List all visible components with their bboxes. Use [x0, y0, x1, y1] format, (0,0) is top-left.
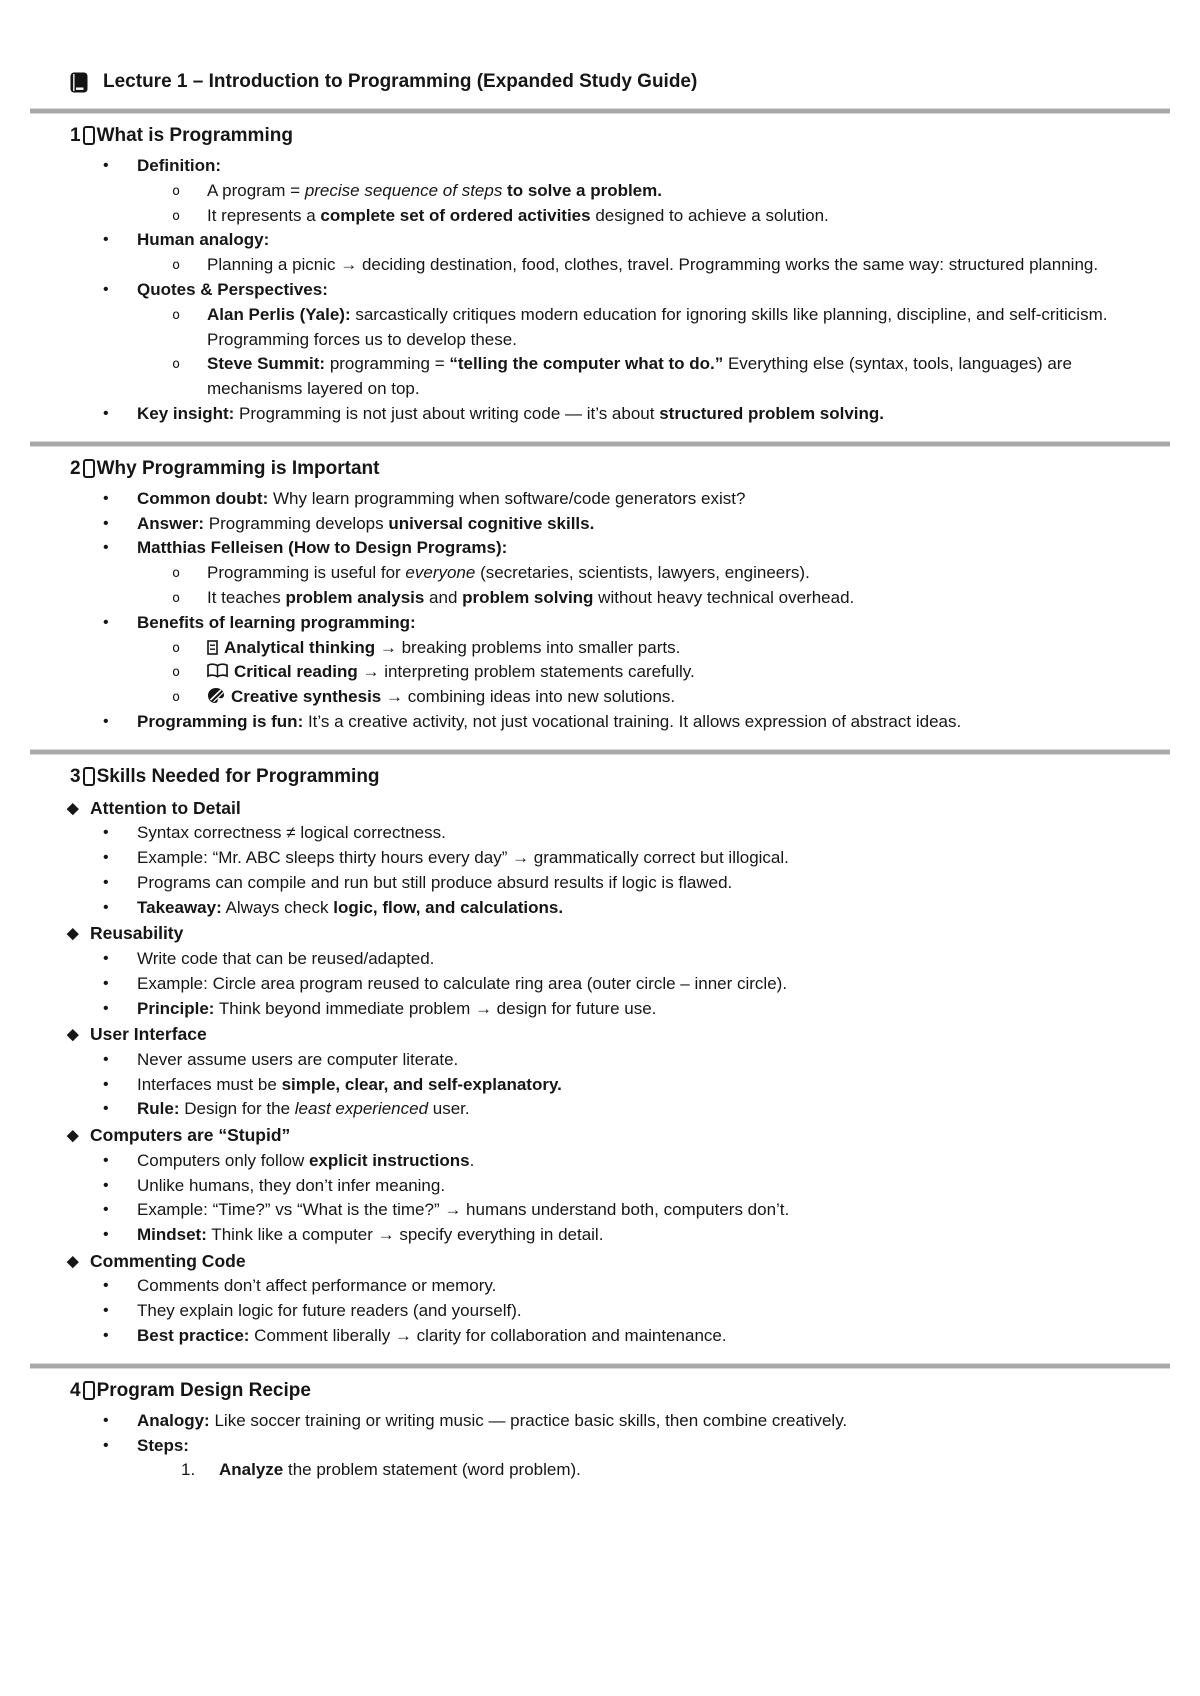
bullet-glyph: 1.: [181, 1460, 196, 1480]
text-run: sarcastically critiques modern education for ignoring skills like planning, discipline, and self-criticism. Programming forces us to develop these.: [207, 304, 1108, 349]
text-run: complete set of ordered activities: [320, 205, 591, 225]
bullet-glyph: o: [172, 257, 181, 274]
list-item: [70, 997, 1144, 1022]
bullet-glyph: •: [103, 489, 109, 507]
list-item: [70, 154, 1144, 179]
subsection-heading: [67, 920, 1144, 947]
section-heading: [70, 122, 1144, 149]
bullet-glyph: •: [103, 824, 109, 842]
section-number: 3: [70, 765, 81, 787]
text-run: → breaking problems into smaller parts.: [375, 637, 681, 657]
text-run: Why learn programming when software/code generators exist?: [268, 488, 746, 508]
text-run: Design for the: [179, 1099, 295, 1119]
text-run: everyone: [405, 563, 476, 583]
list-item: [70, 253, 1144, 278]
text-run: → combining ideas into new solutions.: [381, 687, 676, 707]
bullet-glyph: •: [103, 1100, 109, 1118]
subsection-heading: [67, 1021, 1144, 1048]
list-item: [70, 947, 1144, 972]
list-item: [70, 710, 1144, 735]
text-run: universal cognitive skills.: [388, 513, 595, 533]
text-run: Comments don’t affect performance or memory.: [137, 1276, 497, 1296]
text-run: Common doubt:: [137, 488, 269, 508]
text-run: Principle:: [137, 998, 215, 1018]
bullet-glyph: •: [103, 1075, 109, 1093]
text-run: Example: Circle area program reused to calculate ring area (outer circle – inner circle).: [137, 973, 788, 993]
text-run: user.: [428, 1099, 470, 1119]
bullet-glyph: o: [172, 207, 181, 224]
bullet-glyph: o: [172, 664, 181, 681]
text-run: Programming is not just about writing code — it’s about: [234, 403, 660, 423]
bullet-glyph: •: [103, 999, 109, 1017]
list-item: [70, 1223, 1144, 1248]
bullet-glyph: o: [172, 356, 181, 373]
text-run: Like soccer training or writing music — practice basic skills, then combine creatively.: [209, 1410, 848, 1430]
bullet-glyph: •: [103, 949, 109, 967]
list-item: [70, 1198, 1144, 1223]
list-item: [70, 1434, 1144, 1459]
list-item: [70, 1458, 1144, 1483]
text-run: Mindset:: [137, 1225, 207, 1245]
text-run: Attention to Detail: [90, 797, 241, 818]
palette-icon: [207, 687, 225, 704]
text-run: without heavy technical overhead.: [593, 587, 855, 607]
subsection-heading: [67, 1122, 1144, 1149]
section-heading: [70, 1377, 1144, 1404]
list-item: [70, 1073, 1144, 1098]
keycap-box-icon: [83, 1381, 95, 1400]
bullet-glyph: •: [103, 849, 109, 867]
section-divider: [30, 441, 1170, 447]
text-run: Example: “Mr. ABC sleeps thirty hours every day” → grammatically correct but illogical.: [137, 848, 789, 868]
bullet-glyph: •: [103, 1411, 109, 1429]
bullet-glyph: o: [172, 565, 181, 582]
bullet-glyph: •: [103, 157, 109, 174]
text-run: problem analysis: [285, 587, 425, 607]
bullet-glyph: •: [103, 280, 109, 298]
bullet-glyph: •: [103, 1050, 109, 1068]
text-run: .: [469, 1150, 475, 1170]
bullet-glyph: •: [103, 1176, 109, 1194]
text-run: Benefits of learning programming:: [137, 612, 416, 632]
text-run: Syntax correctness ≠ logical correctness.: [137, 823, 446, 843]
bullet-glyph: •: [103, 1201, 109, 1219]
list-item: [70, 402, 1144, 427]
section-heading: [70, 763, 1144, 790]
text-run: Always check: [221, 897, 334, 917]
list-item: [70, 636, 1144, 661]
text-run: Analytical thinking: [224, 637, 376, 657]
text-run: Best practice:: [137, 1325, 250, 1345]
list-item: [70, 536, 1144, 561]
list-item: [70, 228, 1144, 253]
text-run: Definition:: [137, 156, 222, 175]
bullet-glyph: •: [103, 1326, 109, 1344]
text-run: Interfaces must be: [137, 1074, 282, 1094]
text-run: Human analogy:: [137, 230, 270, 250]
list-item: [70, 179, 1144, 204]
document-body: [67, 108, 1144, 1483]
bullet-glyph: •: [103, 1151, 109, 1169]
list-item: [70, 871, 1144, 896]
bullet-glyph: o: [172, 689, 181, 706]
text-run: Quotes & Perspectives:: [137, 279, 328, 299]
subsection-heading: [67, 795, 1144, 822]
text-run: precise sequence of steps: [304, 180, 503, 200]
list-item: [70, 1149, 1144, 1174]
bullet-glyph: •: [103, 514, 109, 532]
text-run: Computers only follow: [137, 1150, 309, 1170]
book-icon: [70, 72, 88, 93]
text-run: Analyze: [219, 1460, 284, 1480]
open-book-icon: [207, 663, 228, 679]
section-heading-text: What is Programming: [96, 125, 293, 146]
bullet-glyph: o: [172, 182, 181, 199]
text-run: simple, clear, and self-explanatory.: [281, 1074, 562, 1094]
bullet-glyph: •: [103, 974, 109, 992]
text-run: Comment liberally → clarity for collaboration and maintenance.: [249, 1325, 727, 1345]
keycap-box-icon: [83, 767, 95, 786]
list-item: [70, 586, 1144, 611]
list-item: [70, 303, 1144, 353]
text-run: Key insight:: [137, 403, 235, 423]
document-title: [70, 70, 1144, 94]
list-item: [70, 512, 1144, 537]
bullet-glyph: •: [103, 613, 109, 631]
section-heading: [70, 455, 1144, 482]
list-item: [70, 352, 1144, 402]
section-heading-text: Program Design Recipe: [96, 1379, 311, 1401]
list-item: [70, 487, 1144, 512]
section-heading-text: Why Programming is Important: [96, 457, 380, 479]
bullet-glyph: o: [172, 589, 181, 606]
text-run: Write code that can be reused/adapted.: [137, 948, 435, 968]
text-run: Reusability: [90, 923, 184, 944]
text-run: Programming is fun:: [137, 711, 304, 731]
text-run: Think like a computer → specify everything in detail.: [206, 1225, 604, 1245]
text-run: Commenting Code: [90, 1250, 246, 1271]
list-item: [70, 1174, 1144, 1199]
text-run: Critical reading: [234, 662, 358, 682]
list-item: [70, 1274, 1144, 1299]
text-run: Planning a picnic → deciding destination, food, clothes, travel. Programming works the same way: structured planning.: [207, 255, 1099, 275]
text-run: It’s a creative activity, not just vocational training. It allows expression of abstract ideas.: [303, 711, 962, 731]
bullet-glyph: •: [103, 231, 109, 249]
section-divider: [30, 749, 1170, 755]
list-item: [70, 1409, 1144, 1434]
bullet-glyph: ◆: [67, 1127, 79, 1145]
bullet-glyph: •: [103, 898, 109, 916]
text-run: Steve Summit:: [207, 354, 326, 374]
bullet-glyph: •: [103, 404, 109, 422]
list-item: [70, 561, 1144, 586]
section-divider: [30, 108, 1170, 114]
text-run: → interpreting problem statements carefully.: [357, 662, 695, 682]
subsection-heading: [67, 1248, 1144, 1275]
bullet-glyph: o: [172, 306, 181, 323]
text-run: Example: “Time?” vs “What is the time?” → humans understand both, computers don’t.: [137, 1200, 790, 1220]
list-item: [70, 821, 1144, 846]
bullet-glyph: ◆: [67, 1252, 79, 1270]
list-item: [70, 278, 1144, 303]
text-run: the problem statement (word problem).: [283, 1460, 581, 1480]
text-run: designed to achieve a solution.: [590, 205, 829, 225]
text-run: programming =: [325, 354, 450, 374]
text-run: It represents a: [207, 205, 321, 225]
text-run: Steps:: [137, 1435, 189, 1455]
text-run: It teaches: [207, 587, 286, 607]
text-run: (secretaries, scientists, lawyers, engineers).: [475, 563, 810, 583]
section-number: 4: [70, 1379, 81, 1401]
text-run: Computers are “Stupid”: [90, 1125, 291, 1146]
keycap-box-icon: [83, 126, 95, 145]
text-run: and: [424, 587, 463, 607]
section-number: 2: [70, 457, 81, 479]
bullet-glyph: •: [103, 873, 109, 891]
list-item: [70, 660, 1144, 685]
list-item: [70, 685, 1144, 710]
text-run: Matthias Felleisen (How to Design Programs):: [137, 538, 508, 558]
section-divider: [30, 1363, 1170, 1369]
text-run: “telling the computer what to do.”: [449, 354, 724, 374]
bullet-glyph: •: [103, 539, 109, 557]
document-title-text: Lecture 1 – Introduction to Programming (Expanded Study Guide): [103, 71, 698, 92]
text-run: Programming is useful for: [207, 563, 406, 583]
text-run: to solve a problem.: [502, 180, 662, 200]
text-run: User Interface: [90, 1024, 207, 1045]
bullet-glyph: •: [103, 1226, 109, 1244]
text-run: Takeaway:: [137, 897, 222, 917]
list-item: [70, 1299, 1144, 1324]
list-item: [70, 1097, 1144, 1122]
bullet-glyph: o: [172, 639, 181, 656]
text-run: Answer:: [137, 513, 205, 533]
text-run: They explain logic for future readers (and yourself).: [137, 1301, 522, 1321]
bullet-glyph: •: [103, 1436, 109, 1454]
text-run: Think beyond immediate problem → design for future use.: [214, 998, 657, 1018]
text-run: explicit instructions: [308, 1150, 470, 1170]
text-run: A program =: [207, 180, 305, 200]
section-number: 1: [70, 125, 81, 146]
text-run: Creative synthesis: [231, 687, 382, 707]
tofu-box-icon: [207, 640, 218, 655]
text-run: Rule:: [137, 1099, 180, 1119]
text-run: logic, flow, and calculations.: [333, 897, 564, 917]
section-heading-text: Skills Needed for Programming: [96, 765, 380, 787]
bullet-glyph: ◆: [67, 925, 79, 943]
keycap-box-icon: [83, 459, 95, 478]
bullet-glyph: •: [103, 712, 109, 730]
list-item: [70, 846, 1144, 871]
text-run: Never assume users are computer literate.: [137, 1049, 459, 1069]
bullet-glyph: ◆: [67, 799, 79, 817]
list-item: [70, 972, 1144, 997]
text-run: Analogy:: [137, 1410, 210, 1430]
text-run: Programming develops: [204, 513, 389, 533]
text-run: Programs can compile and run but still produce absurd results if logic is flawed.: [137, 872, 733, 892]
text-run: structured problem solving.: [659, 403, 885, 423]
text-run: least experienced: [294, 1099, 429, 1119]
list-item: [70, 1324, 1144, 1349]
list-item: [70, 896, 1144, 921]
bullet-glyph: •: [103, 1277, 109, 1295]
list-item: [70, 204, 1144, 229]
text-run: Everything else (syntax, tools, languages) are mechanisms layered on top.: [207, 354, 1072, 399]
list-item: [70, 1048, 1144, 1073]
text-run: problem solving: [462, 587, 594, 607]
text-run: Unlike humans, they don’t infer meaning.: [137, 1175, 446, 1195]
text-run: Alan Perlis (Yale):: [207, 304, 351, 324]
bullet-glyph: •: [103, 1302, 109, 1320]
bullet-glyph: ◆: [67, 1026, 79, 1044]
list-item: [70, 611, 1144, 636]
